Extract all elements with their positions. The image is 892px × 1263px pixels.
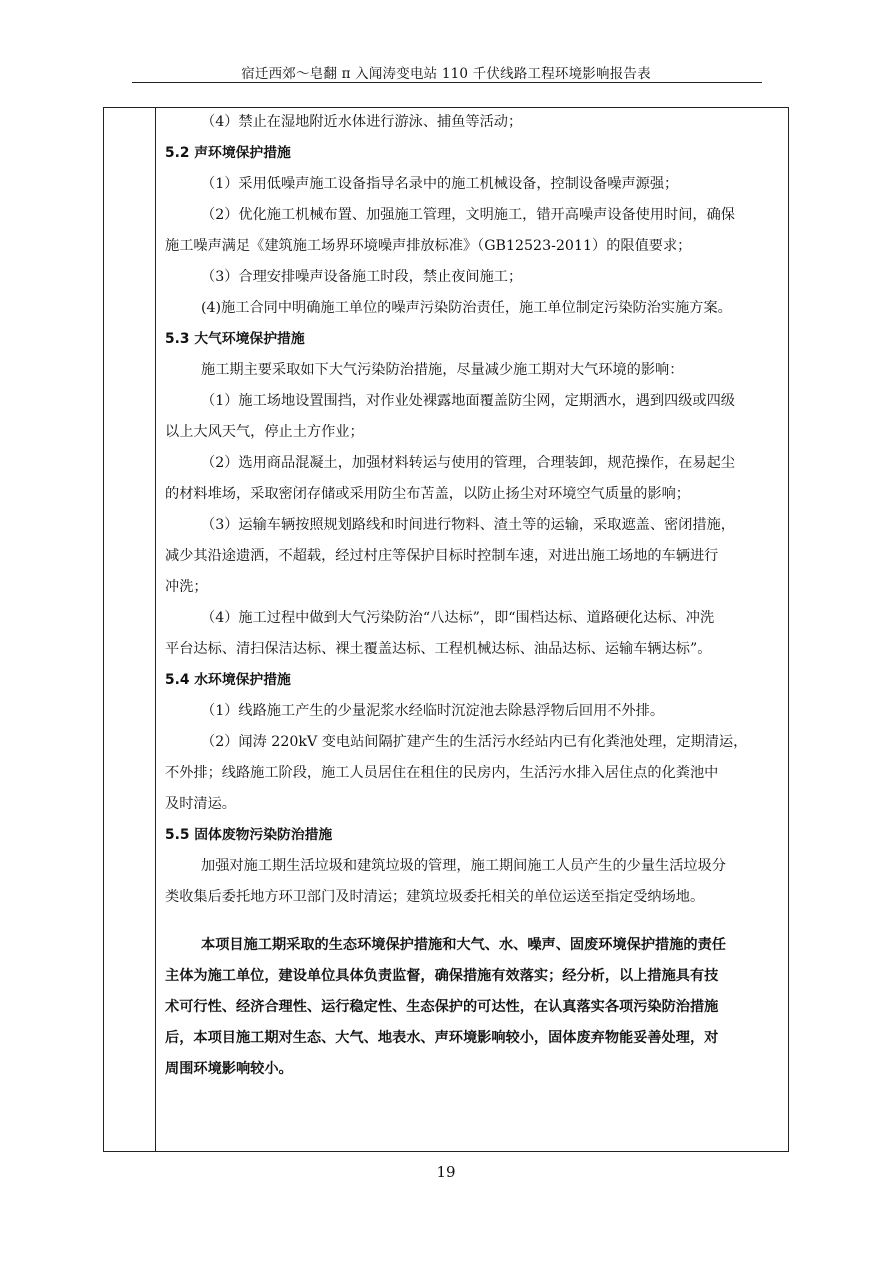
- text-line: (4)施工合同中明确施工单位的噪声污染防治责任，施工单位制定污染防治实施方案。: [201, 300, 732, 316]
- text-line: （2）优化施工机械布置、加强施工管理，文明施工，错开高噪声设备使用时间，确保: [201, 207, 735, 223]
- section-heading-5-5: 5.5 固体废物污染防治措施: [165, 827, 333, 843]
- text-line: （2）闻涛 220kV 变电站间隔扩建产生的生活污水经站内已有化粪池处理，定期清运，: [201, 734, 748, 750]
- text-line: （3）运输车辆按照规划路线和时间进行物料、渣土等的运输，采取遮盖、密闭措施，: [201, 517, 735, 533]
- conclusion-line: 本项目施工期采取的生态环境保护措施和大气、水、噪声、固废环境保护措施的责任: [201, 937, 726, 953]
- content-table: [103, 107, 789, 1152]
- conclusion-line: 主体为施工单位，建设单位具体负责监督，确保措施有效落实；经分析，以上措施具有技: [165, 968, 719, 984]
- conclusion-line: 后，本项目施工期对生态、大气、地表水、声环境影响较小，固体废弃物能妥善处理，对: [165, 1030, 719, 1046]
- text-line: （1）采用低噪声施工设备指导名录中的施工机械设备，控制设备噪声源强；: [201, 176, 679, 192]
- text-line: （4）施工过程中做到大气污染防治“八达标”，即“围档达标、道路硬化达标、冲洗: [201, 610, 715, 626]
- text-line: 以上大风天气，停止土方作业；: [165, 424, 364, 440]
- text-line: 施工期主要采取如下大气污染防治措施，尽量减少施工期对大气环境的影响：: [201, 362, 684, 378]
- text-line: （4）禁止在湿地附近水体进行游泳、捕鱼等活动；: [201, 114, 523, 130]
- text-line: （1）线路施工产生的少量泥浆水经临时沉淀池去除悬浮物后回用不外排。: [201, 703, 665, 719]
- text-line: 及时清运。: [165, 796, 236, 812]
- text-line: 平台达标、清扫保洁达标、裸土覆盖达标、工程机械达标、油品达标、运输车辆达标”。: [165, 641, 712, 657]
- table-label-column: [104, 108, 156, 1151]
- page-header-title: 宿迁西郊～皂翻 π 入闻涛变电站 110 千伏线路工程环境影响报告表: [241, 66, 651, 82]
- section-heading-5-2: 5.2 声环境保护措施: [165, 145, 291, 161]
- section-heading-5-3: 5.3 大气环境保护措施: [165, 331, 305, 347]
- text-line: 施工噪声满足《建筑施工场界环境噪声排放标准》（GB12523-2011）的限值要求；: [165, 238, 692, 254]
- section-heading-5-4: 5.4 水环境保护措施: [165, 672, 291, 688]
- text-line: 冲洗；: [165, 579, 208, 595]
- conclusion-line: 术可行性、经济合理性、运行稳定性、生态保护的可达性，在认真落实各项污染防治措施: [165, 999, 719, 1015]
- text-line: 加强对施工期生活垃圾和建筑垃圾的管理，施工期间施工人员产生的少量生活垃圾分: [201, 858, 726, 874]
- text-line: 不外排；线路施工阶段，施工人员居住在租住的民房内，生活污水排入居住点的化粪池中: [165, 765, 719, 781]
- header-rule: [132, 82, 762, 83]
- text-line: 类收集后委托地方环卫部门及时清运；建筑垃圾委托相关的单位运送至指定受纳场地。: [165, 889, 705, 905]
- text-line: （3）合理安排噪声设备施工时段，禁止夜间施工；: [201, 269, 523, 285]
- conclusion-line: 周围环境影响较小。: [165, 1061, 293, 1077]
- page-number: 19: [436, 1163, 456, 1181]
- text-line: （2）选用商品混凝土，加强材料转运与使用的管理，合理装卸，规范操作，在易起尘: [201, 455, 735, 471]
- text-line: （1）施工场地设置围挡，对作业处裸露地面覆盖防尘网，定期洒水，遇到四级或四级: [201, 393, 735, 409]
- text-line: 的材料堆场，采取密闭存储或采用防尘布苫盖，以防止扬尘对环境空气质量的影响；: [165, 486, 690, 502]
- text-line: 减少其沿途遗洒，不超载，经过村庄等保护目标时控制车速，对进出施工场地的车辆进行: [165, 548, 719, 564]
